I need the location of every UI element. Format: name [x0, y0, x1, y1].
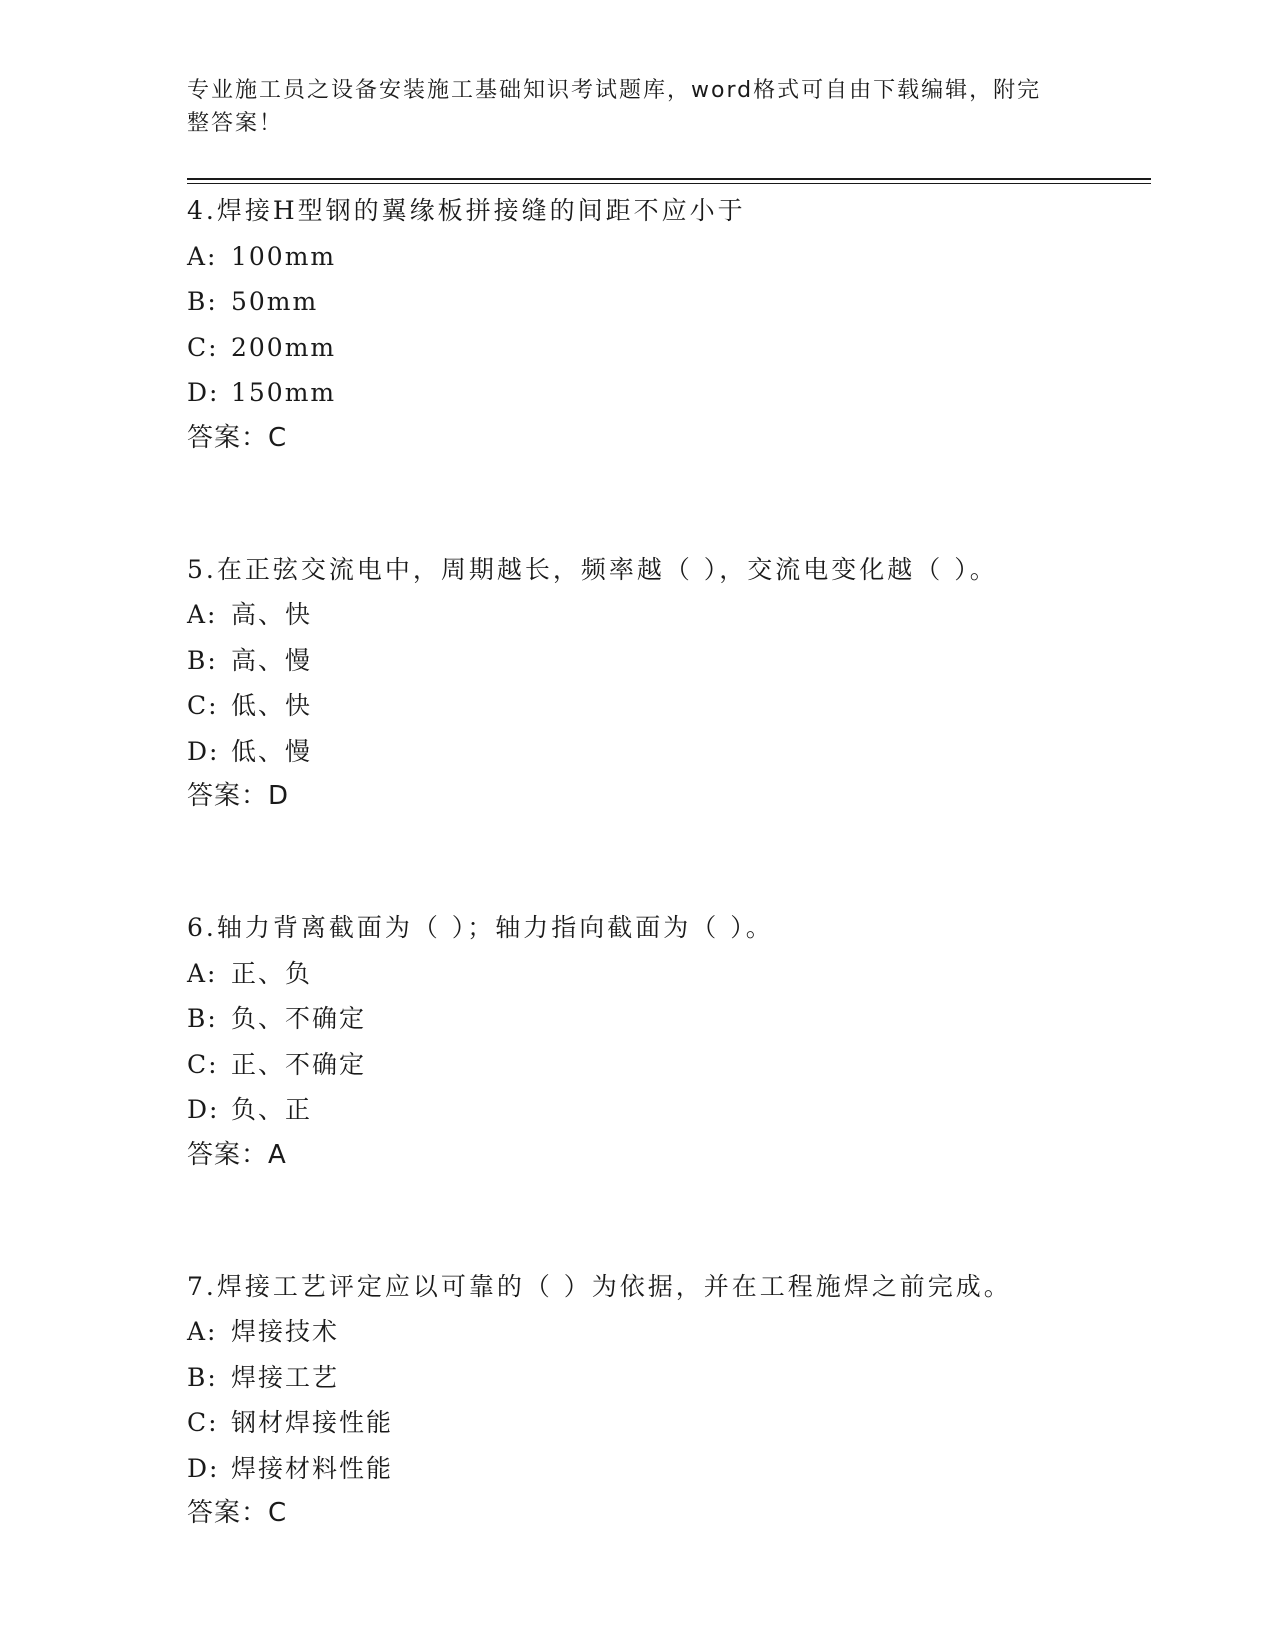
- question-6: [187, 905, 1147, 1177]
- question-spacer: [187, 818, 1147, 905]
- option-text: 50mm: [231, 287, 319, 316]
- option-text: 负、不确定: [231, 1004, 367, 1033]
- option-c: [187, 1400, 1147, 1446]
- option-b: [187, 638, 1147, 684]
- option-d: [187, 370, 1147, 416]
- option-a: [187, 592, 1147, 638]
- option-letter: C:: [187, 1049, 219, 1079]
- option-text: 150mm: [231, 378, 337, 407]
- answer-line: 答案：C: [187, 422, 288, 453]
- option-b: [187, 996, 1147, 1042]
- option-a: [187, 1309, 1147, 1355]
- option-text: 100mm: [231, 241, 337, 271]
- option-c: [187, 1042, 1147, 1088]
- option-text: 低、快: [231, 691, 313, 720]
- option-letter: D:: [187, 736, 220, 766]
- option-letter: A:: [187, 241, 218, 271]
- answer-line: 答案：C: [187, 1498, 288, 1528]
- question-text: 6.轴力背离截面为（ ）；轴力指向截面为（ ）。: [187, 913, 774, 942]
- option-a: [187, 951, 1147, 997]
- option-letter: C:: [187, 691, 219, 720]
- option-letter: B:: [187, 645, 218, 675]
- option-d: [187, 1446, 1147, 1492]
- document-header: [187, 74, 1067, 140]
- option-text: 高、快: [231, 600, 313, 629]
- option-a: [187, 234, 1147, 280]
- question-text: 7.焊接工艺评定应以可靠的（ ）为依据，并在工程施焊之前完成。: [187, 1271, 1012, 1301]
- option-letter: D:: [187, 1095, 220, 1124]
- option-letter: B:: [187, 1362, 218, 1392]
- option-text: 200mm: [231, 332, 337, 362]
- option-d: [187, 1087, 1147, 1133]
- option-letter: A:: [187, 600, 218, 629]
- option-d: [187, 729, 1147, 775]
- question-7: [187, 1264, 1147, 1536]
- option-text: 钢材焊接性能: [231, 1408, 394, 1437]
- option-text: 负、正: [231, 1095, 313, 1124]
- question-spacer: [187, 460, 1147, 547]
- option-text: 正、不确定: [231, 1049, 367, 1079]
- option-letter: B:: [187, 287, 218, 316]
- option-text: 焊接技术: [231, 1317, 340, 1346]
- option-b: [187, 1355, 1147, 1401]
- option-letter: C:: [187, 1408, 219, 1437]
- option-letter: D:: [187, 1453, 220, 1483]
- option-text: 焊接材料性能: [231, 1453, 394, 1483]
- option-text: 正、负: [231, 958, 313, 988]
- question-text: 4.焊接H型钢的翼缘板拼接缝的间距不应小于: [187, 196, 746, 225]
- header-line-2: 整答案！: [187, 111, 284, 136]
- question-4: [187, 188, 1147, 460]
- answer-line: 答案：D: [187, 781, 290, 811]
- answer-line: 答案：A: [187, 1139, 287, 1170]
- option-c: [187, 325, 1147, 371]
- header-line-1: 专业施工员之设备安装施工基础知识考试题库，word格式可自由下载编辑，附完: [187, 78, 1042, 103]
- option-letter: C:: [187, 332, 219, 362]
- question-5: [187, 547, 1147, 819]
- question-text: 5.在正弦交流电中，周期越长，频率越（ ），交流电变化越（ ）。: [187, 554, 998, 584]
- option-letter: B:: [187, 1004, 218, 1033]
- option-letter: A:: [187, 958, 218, 988]
- option-text: 高、慢: [231, 645, 313, 675]
- question-spacer: [187, 1177, 1147, 1264]
- header-divider-thick: [187, 178, 1151, 180]
- option-b: [187, 279, 1147, 325]
- option-letter: A:: [187, 1317, 218, 1346]
- option-letter: D:: [187, 378, 220, 407]
- option-text: 低、慢: [231, 736, 313, 766]
- option-text: 焊接工艺: [231, 1362, 340, 1392]
- option-c: [187, 683, 1147, 729]
- question-list: [187, 188, 1147, 1535]
- header-divider-thin: [187, 183, 1151, 184]
